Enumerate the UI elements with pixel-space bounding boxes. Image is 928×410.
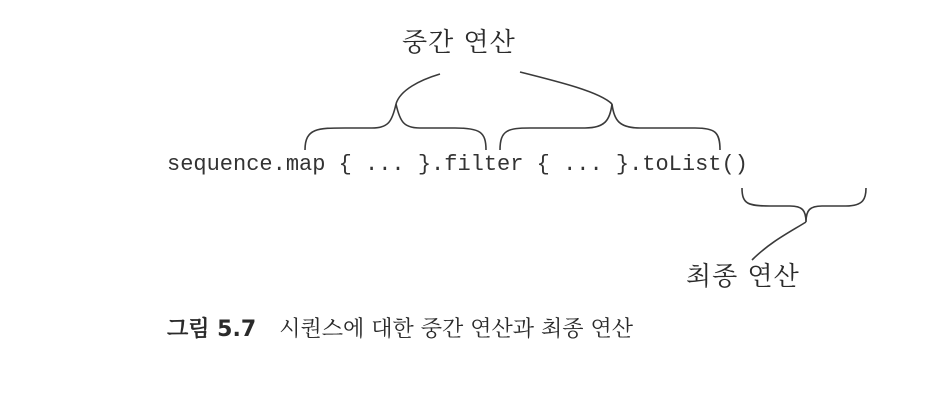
brace-tolist <box>742 188 866 222</box>
figure-caption <box>167 312 633 343</box>
top-connector-left <box>396 74 440 104</box>
bottom-connector <box>752 222 806 260</box>
intermediate-operations-label: 중간 연산 <box>402 28 516 58</box>
top-connector-right <box>520 72 612 104</box>
terminal-operation-label: 최종 연산 <box>686 262 800 292</box>
brace-map <box>305 104 486 150</box>
caption-text: 시퀀스에 대한 중간 연산과 최종 연산 <box>279 317 633 342</box>
brace-filter <box>500 104 720 150</box>
caption-number: 그림 5.7 <box>167 317 257 342</box>
code-expression: sequence.map { ... }.filter { ... }.toList() <box>167 152 748 177</box>
